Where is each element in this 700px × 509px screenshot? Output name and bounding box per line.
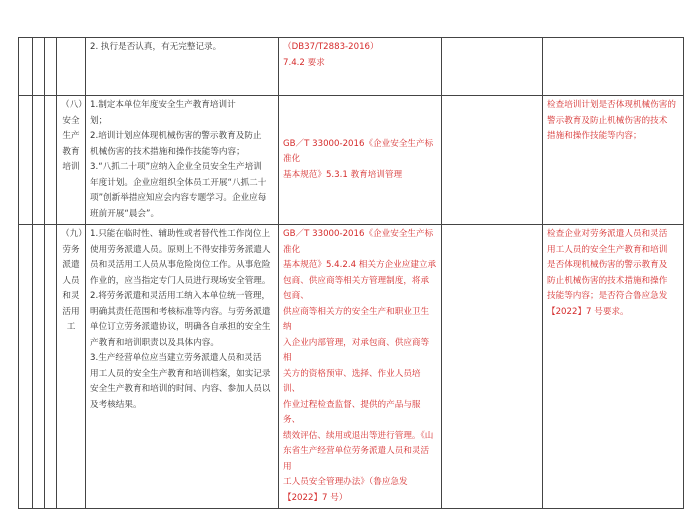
blank-cell [33, 96, 45, 225]
category-line: （九） [61, 229, 87, 239]
reference-cell [279, 96, 442, 225]
category-line: 培训 [62, 162, 80, 172]
blank-cell [442, 96, 543, 225]
check-cell [543, 38, 684, 96]
reference-line: 7.4.2 要求 [283, 57, 325, 68]
check-line: 检查培训计划是否体现机械伤害的 [547, 100, 676, 110]
blank-cell [19, 38, 33, 96]
requirement-line: 作业的，应当指定专门人员进行现场安全管理。 [90, 275, 271, 286]
reference-line: 供应商等相关方的安全生产和职业卫生纳 [283, 306, 430, 332]
reference-cell [279, 38, 442, 96]
check-cell [543, 225, 684, 509]
requirement-line: 产教育和培训职责以及具体内容。 [90, 337, 219, 348]
check-line: 用工人员的安全生产教育和培训 [547, 244, 668, 255]
blank-cell [33, 38, 45, 96]
requirement-line: 3.生产经营单位应当建立劳务派遣人员和灵活 [90, 353, 262, 363]
requirement-line: 2.将劳务派遣和灵活用工纳入本单位统一管理， [90, 291, 271, 301]
requirement-line: 2. 执行是否认真，有无完整记录。 [90, 42, 222, 52]
requirement-line: 用工人员的安全生产教育和培训档案，如实记录 [90, 368, 271, 379]
reference-line: 关方的资格预审、选择、作业人员培训、 [283, 368, 421, 394]
reference-line: 包商、供应商等相关方管理制度，将承包商、 [283, 275, 430, 301]
blank-cell [45, 96, 57, 225]
reference-line: 东省生产经营单位劳务派遣人员和灵活用 [283, 446, 430, 472]
requirement-line: 安全生产教育和培训的时间、内容、参加人员以 [90, 384, 271, 394]
requirement-cell [86, 38, 279, 96]
check-line: 【2022】7 号要求。 [547, 306, 629, 317]
requirement-line: 年度计划。企业应组织全体员工开展“八抓二十 [90, 177, 267, 188]
check-line: 措施和操作技能等内容； [547, 131, 642, 141]
requirement-line: 员和灵活用工人员从事危险岗位工作。从事危险 [90, 260, 271, 270]
reference-line: 【2022】7 号） [283, 492, 348, 503]
reference-line: 入企业内部管理，对承包商、供应商等相 [283, 337, 430, 363]
blank-cell [45, 38, 57, 96]
requirement-line: 及考核结果。 [90, 399, 142, 410]
check-line: 是否体现机械伤害的警示教育及 [547, 260, 668, 270]
category-line: （八） [61, 100, 87, 110]
check-line: 技能等内容；是否符合鲁应急发 [547, 291, 668, 301]
category-line: 和灵 [62, 291, 80, 301]
blank-cell [45, 225, 57, 509]
requirement-cell [86, 96, 279, 225]
checklist-table [18, 37, 684, 509]
table-row [19, 225, 684, 509]
requirement-line: 划； [90, 115, 108, 126]
reference-line: 绩效评估、续用或退出等进行管理。《山 [283, 430, 434, 441]
category-line: 派遣 [62, 260, 80, 270]
blank-cell [442, 225, 543, 509]
reference-line: GB／T 33000-2016《企业安全生产标准化 [283, 138, 434, 165]
requirement-line: 1.只能在临时性、辅助性或者替代性工作岗位上 [90, 229, 271, 239]
reference-line: GB／T 33000-2016《企业安全生产标准化 [283, 229, 434, 255]
reference-line: 工人员安全管理办法》（鲁应急发 [283, 477, 408, 487]
requirement-line: 使用劳务派遣人员。原则上不得安排劳务派遣人 [90, 244, 271, 255]
requirement-line: 明确其责任范围和考核标准等内容。与劳务派遣 [90, 306, 271, 317]
requirement-line: 班前开展“晨会”。 [90, 208, 160, 219]
category-line: 生产 [62, 131, 80, 141]
blank-cell [442, 38, 543, 96]
reference-line: （DB37/T2883-2016） [283, 42, 379, 52]
reference-line: 基本规范》5.3.1 教育培训管理 [283, 169, 403, 180]
requirement-cell [86, 225, 279, 509]
check-line: 警示教育及防止机械伤害的技术 [547, 115, 668, 126]
table-row [19, 96, 684, 225]
blank-cell [19, 96, 33, 225]
category-line: 劳务 [62, 244, 80, 255]
reference-line: 作业过程检查监督、提供的产品与服务、 [283, 399, 421, 425]
requirement-line: 项”创新举措应知应会内容专题学习。企业应每 [90, 193, 267, 203]
category-line: 活用 [62, 306, 80, 317]
requirement-line: 单位订立劳务派遣协议，明确各自承担的安全生 [90, 322, 271, 332]
check-line: 防止机械伤害的技术措施和操作 [547, 275, 668, 286]
check-cell [543, 96, 684, 225]
check-line: 检查企业对劳务派遣人员和灵活 [547, 229, 668, 239]
blank-cell [33, 225, 45, 509]
blank-cell [19, 225, 33, 509]
reference-line: 基本规范》5.4.2.4 相关方企业应建立承 [283, 260, 437, 270]
category-line: 人员 [62, 275, 80, 286]
category-cell [57, 96, 86, 225]
category-line: 教育 [62, 146, 80, 157]
category-line: 工 [66, 322, 76, 332]
requirement-line: 机械伤害的技术措施和操作技能等内容； [90, 146, 245, 157]
requirement-line: 1.制定本单位年度安全生产教育培训计 [90, 100, 236, 110]
table-row [19, 38, 684, 96]
requirement-line: 3.“八抓二十项”应纳入企业全员安全生产培训 [90, 162, 262, 172]
reference-cell [279, 225, 442, 509]
category-line: 安全 [62, 115, 80, 126]
requirement-line: 2.培训计划应体现机械伤害的警示教育及防止 [90, 131, 262, 141]
category-cell [57, 38, 86, 96]
category-cell [57, 225, 86, 509]
